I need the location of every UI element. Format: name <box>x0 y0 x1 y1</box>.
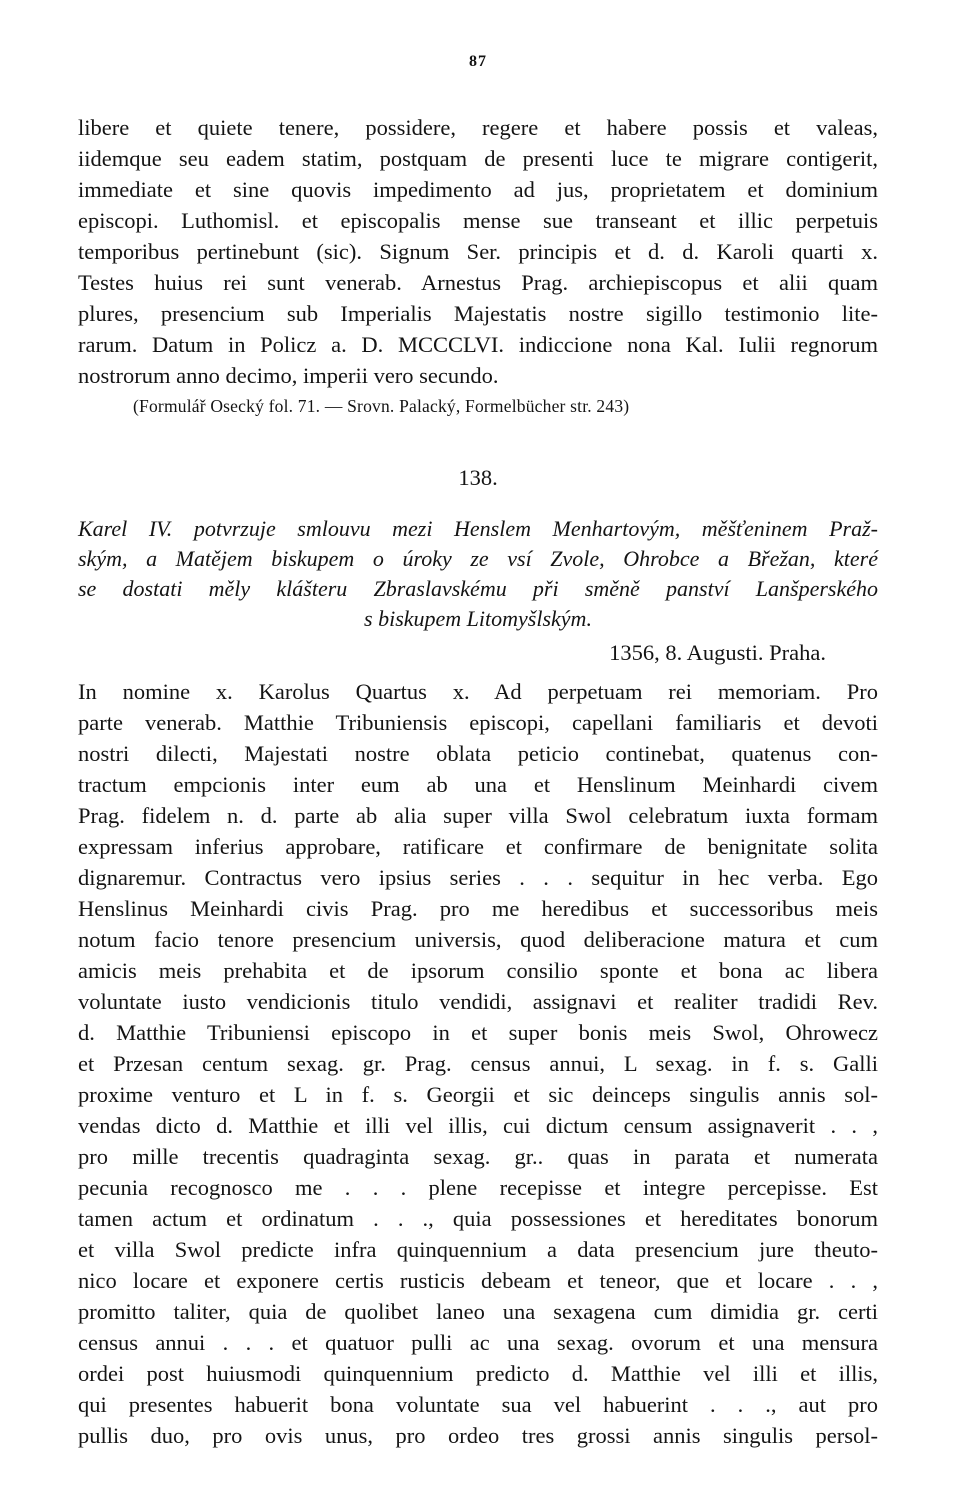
text-line: rarum. Datum in Policz a. D. MCCCLVI. indiccione nona Kal. Iulii regnorum <box>78 332 878 357</box>
text-line: libere et quiete tenere, possidere, regere et habere possis et valeas, <box>78 115 878 140</box>
text-line: dignaremur. Contractus vero ipsius series . . . sequitur in hec verba. Ego <box>78 865 878 890</box>
regest-line: s biskupem Litomyšlským. <box>364 606 592 631</box>
text-line: Henslinus Meinhardi civis Prag. pro me heredibus et successoribus meis <box>78 896 878 921</box>
text-line: temporibus pertinebunt (sic). Signum Ser. principis et d. d. Karoli quarti x. <box>78 239 878 264</box>
text-line: et villa Swol predicte infra quinquennium a data presencium jure theuto- <box>78 1237 878 1262</box>
text-line: amicis meis prehabita et de ipsorum consilio sponte et bona ac libera <box>78 958 878 983</box>
regest-line: Karel IV. potvrzuje smlouvu mezi Henslem Menhartovým, měšťeninem Praž- <box>78 516 878 541</box>
text-line: nico locare et exponere certis rusticis debeam et teneor, que et locare . . , <box>78 1268 878 1293</box>
text-line: Prag. fidelem n. d. parte ab alia super villa Swol celebratum iuxta formam <box>78 803 878 828</box>
page-number: 87 <box>469 53 487 70</box>
document-number: 138. <box>458 465 498 490</box>
text-line: parte venerab. Matthie Tribuniensis episcopi, capellani familiaris et devoti <box>78 710 878 735</box>
text-line: ordei post huiusmodi quinquennium predicto d. Matthie vel illi et illis, <box>78 1361 878 1386</box>
text-line: voluntate iusto vendicionis titulo vendidi, assignavi et realiter tradidi Rev. <box>78 989 878 1014</box>
text-line: tamen actum et ordinatum . . ., quia possessiones et hereditates bonorum <box>78 1206 878 1231</box>
text-line: d. Matthie Tribuniensi episcopo in et super bonis meis Swol, Ohrowecz <box>78 1020 878 1045</box>
text-line: promitto taliter, quia de quolibet laneo una sexagena cum dimidia gr. certi <box>78 1299 878 1324</box>
text-line: proxime venturo et L in f. s. Georgii et sic deinceps singulis annis sol- <box>78 1082 878 1107</box>
text-line: notum facio tenore presencium universis, quod deliberacione matura et cum <box>78 927 878 952</box>
text-line: nostrorum anno decimo, imperii vero secundo. <box>78 363 499 388</box>
text-line: qui presentes habuerit bona voluntate sua vel habuerint . . ., aut pro <box>78 1392 878 1417</box>
regest-line: se dostati měly klášteru Zbraslavskému při směně panství Lanšperského <box>78 576 878 601</box>
text-line: Testes huius rei sunt venerab. Arnestus Prag. archiepiscopus et alii quam <box>78 270 878 295</box>
text-line: nostri dilecti, Majestati nostre oblata peticio continebat, quatenus con- <box>78 741 878 766</box>
date-place: 1356, 8. Augusti. Praha. <box>609 640 826 665</box>
text-line: census annui . . . et quatuor pulli ac una sexag. ovorum et una mensura <box>78 1330 878 1355</box>
regest-line: ským, a Matějem biskupem o úroky ze vsí Zvole, Ohrobce a Břežan, které <box>78 546 878 571</box>
text-line: tractum empcionis inter eum ab una et Henslinum Meinhardi civem <box>78 772 878 797</box>
charter-text <box>78 676 878 1451</box>
text-line: pecunia recognosco me . . . plene recepisse et integre percepisse. Est <box>78 1175 878 1200</box>
regest <box>78 514 878 634</box>
text-line: pro mille trecentis quadraginta sexag. gr.. quas in parata et numerata <box>78 1144 878 1169</box>
text-line: expressam inferius approbare, ratificare et confirmare de benignitate solita <box>78 834 878 859</box>
text-line: et Przesan centum sexag. gr. Prag. census annui, L sexag. in f. s. Galli <box>78 1051 878 1076</box>
text-line: pullis duo, pro ovis unus, pro ordeo tres grossi annis singulis persol- <box>78 1423 878 1448</box>
text-line: vendas dicto d. Matthie et illi vel illis, cui dictum censum assignaverit . . , <box>78 1113 878 1138</box>
source-note: (Formulář Osecký fol. 71. — Srovn. Palacký, Formelbücher str. 243) <box>133 396 630 416</box>
text-line: immediate et sine quovis impedimento ad jus, proprietatem et dominium <box>78 177 878 202</box>
text-line: In nomine x. Karolus Quartus x. Ad perpetuam rei memoriam. Pro <box>78 679 878 704</box>
text-line: episcopi. Luthomisl. et episcopalis mense sue transeant et illic perpetuis <box>78 208 878 233</box>
text-line: iidemque seu eadem statim, postquam de presenti luce te migrare contigerit, <box>78 146 878 171</box>
continuation-text <box>78 112 878 391</box>
text-line: plures, presencium sub Imperialis Majestatis nostre sigillo testimonio lite- <box>78 301 878 326</box>
